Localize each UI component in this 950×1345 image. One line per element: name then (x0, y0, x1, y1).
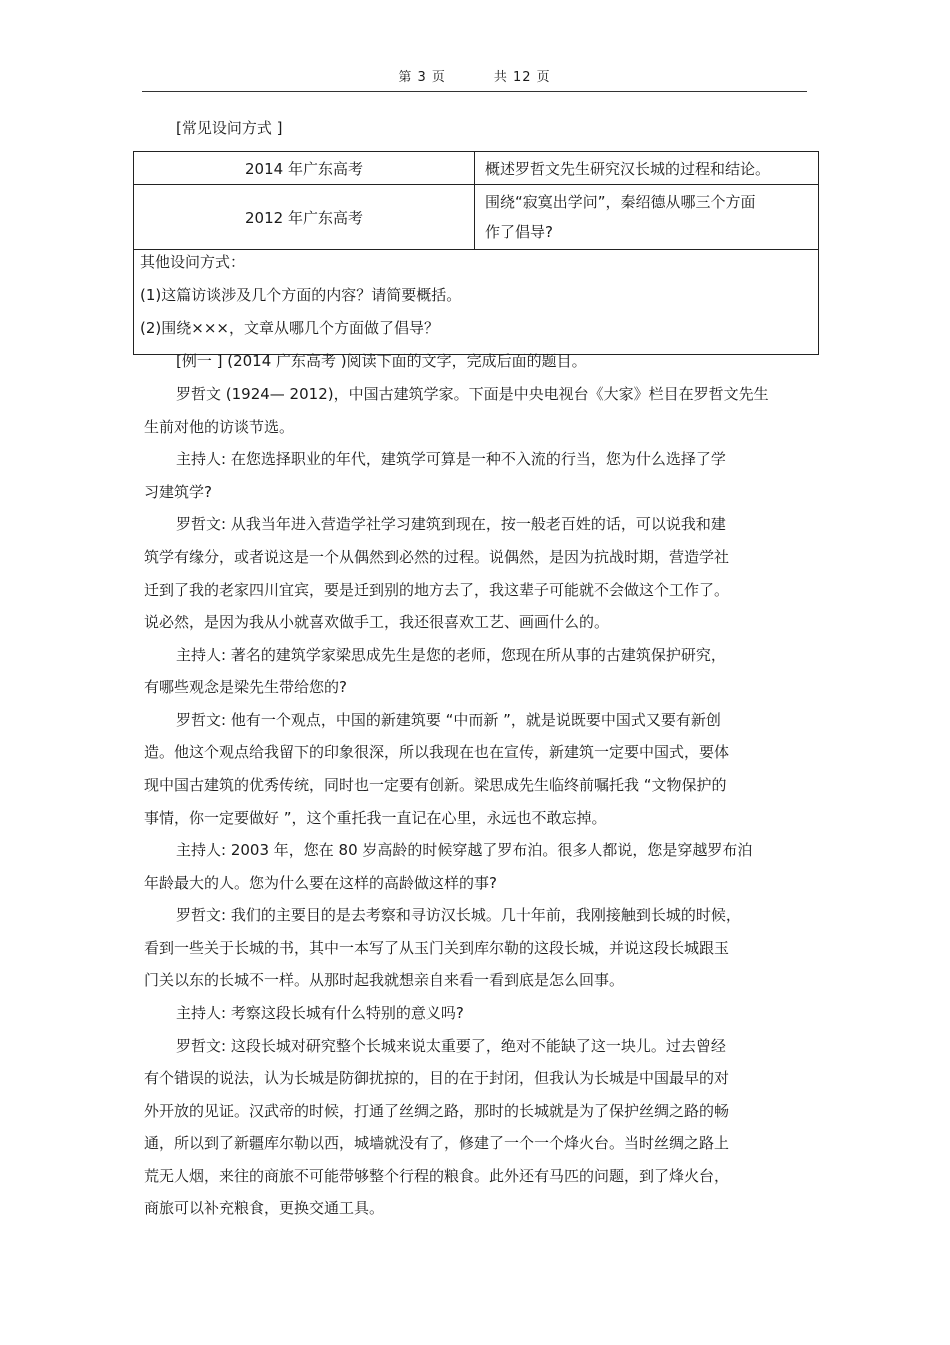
body-line: 主持人: 2003 年，您在 80 岁高龄的时候穿越了罗布泊。很多人都说，您是穿越罗布泊 (176, 841, 753, 859)
question-line: 作了倡导? (485, 223, 553, 241)
table-row (134, 250, 819, 355)
body-line: 外开放的见证。汉武帝的时候，打通了丝绸之路，那时的长城就是为了保护丝绸之路的畅 (144, 1102, 730, 1120)
body-line: 罗哲文: 从我当年进入营造学社学习建筑到现在，按一般老百姓的话，可以说我和建 (176, 515, 726, 533)
body-line: 主持人: 考察这段长城有什么特别的意义吗? (176, 1004, 464, 1022)
body-line: 罗哲文: 我们的主要目的是去考察和寻访汉长城。几十年前，我刚接触到长城的时候， (176, 906, 741, 924)
body-line: 罗哲文: 他有一个观点，中国的新建筑要 “中而新 ”，就是说既要中国式又要有新创 (176, 711, 721, 729)
body-line: 商旅可以补充粮食，更换交通工具。 (144, 1199, 385, 1217)
body-line: 说必然，是因为我从小就喜欢做手工，我还很喜欢工艺、画画什么的。 (144, 613, 610, 631)
body-line: 门关以东的长城不一样。从那时起我就想亲自来看一看到底是怎么回事。 (144, 971, 625, 989)
body-line: 现中国古建筑的优秀传统，同时也一定要有创新。梁思成先生临终前嘱托我 “文物保护的 (144, 776, 727, 794)
question-cell: 概述罗哲文先生研究汉长城的过程和结论。 (475, 152, 819, 185)
question-cell (475, 185, 819, 250)
body-line: 事情，你一定要做好 ”，这个重托我一直记在心里，永远也不敢忘掉。 (144, 809, 607, 827)
body-line: 通，所以到了新疆库尔勒以西，城墙就没有了，修建了一个一个烽火台。当时丝绸之路上 (144, 1134, 730, 1152)
body-line: 习建筑学? (144, 483, 212, 501)
body-line: 主持人: 著名的建筑学家梁思成先生是您的老师，您现在所从事的古建筑保护研究， (176, 646, 726, 664)
page-header (142, 66, 807, 85)
body-line: 造。他这个观点给我留下的印象很深，所以我现在也在宣传，新建筑一定要中国式，要体 (144, 743, 730, 761)
exam-year-cell: 2012 年广东高考 (134, 185, 475, 250)
example-heading: [例一 ] (2014 广东高考 )阅读下面的文字，完成后面的题目。 (176, 352, 587, 370)
body-line: 罗哲文: 这段长城对研究整个长城来说太重要了，绝对不能缺了这一块儿。过去曾经 (176, 1037, 726, 1055)
body-line: 迁到了我的老家四川宜宾，要是迁到别的地方去了，我这辈子可能就不会做这个工作了。 (144, 581, 730, 599)
other-method-item: (1)这篇访谈涉及几个方面的内容？请简要概括。 (140, 286, 462, 304)
body-line: 生前对他的访谈节选。 (144, 418, 295, 436)
body-line: 罗哲文 (1924— 2012)，中国古建筑学家。下面是中央电视台《大家》栏目在罗哲文先生 (176, 385, 769, 403)
body-line: 主持人: 在您选择职业的年代，建筑学可算是一种不入流的行当，您为什么选择了学 (176, 450, 726, 468)
body-line: 荒无人烟，来往的商旅不可能带够整个行程的粮食。此外还有马匹的问题，到了烽火台， (144, 1167, 730, 1185)
body-line: 年龄最大的人。您为什么要在这样的高龄做这样的事? (144, 874, 497, 892)
question-table (133, 151, 819, 355)
question-line: 围绕“寂寞出学问”，秦绍德从哪三个方面 (485, 193, 756, 211)
page-number: 第 3 页 (398, 70, 446, 85)
table-row (134, 185, 819, 250)
page-total: 共 12 页 (493, 70, 551, 85)
body-line: 看到一些关于长城的书，其中一本写了从玉门关到库尔勒的这段长城，并说这段长城跟玉 (144, 939, 730, 957)
body-line: 有哪些观念是梁先生带给您的? (144, 678, 347, 696)
header-rule (142, 91, 807, 92)
table-row (134, 152, 819, 185)
exam-year-cell: 2014 年广东高考 (134, 152, 475, 185)
body-line: 有个错误的说法，认为长城是防御扰掠的，目的在于封闭，但我认为长城是中国最早的对 (144, 1069, 730, 1087)
section-title: [常见设问方式 ] (176, 119, 283, 137)
other-method-item: (2)围绕×××，文章从哪几个方面做了倡导？ (140, 319, 439, 337)
other-methods-cell (134, 250, 819, 355)
other-methods-title: 其他设问方式： (140, 253, 246, 271)
body-line: 筑学有缘分，或者说这是一个从偶然到必然的过程。说偶然，是因为抗战时期，营造学社 (144, 548, 730, 566)
